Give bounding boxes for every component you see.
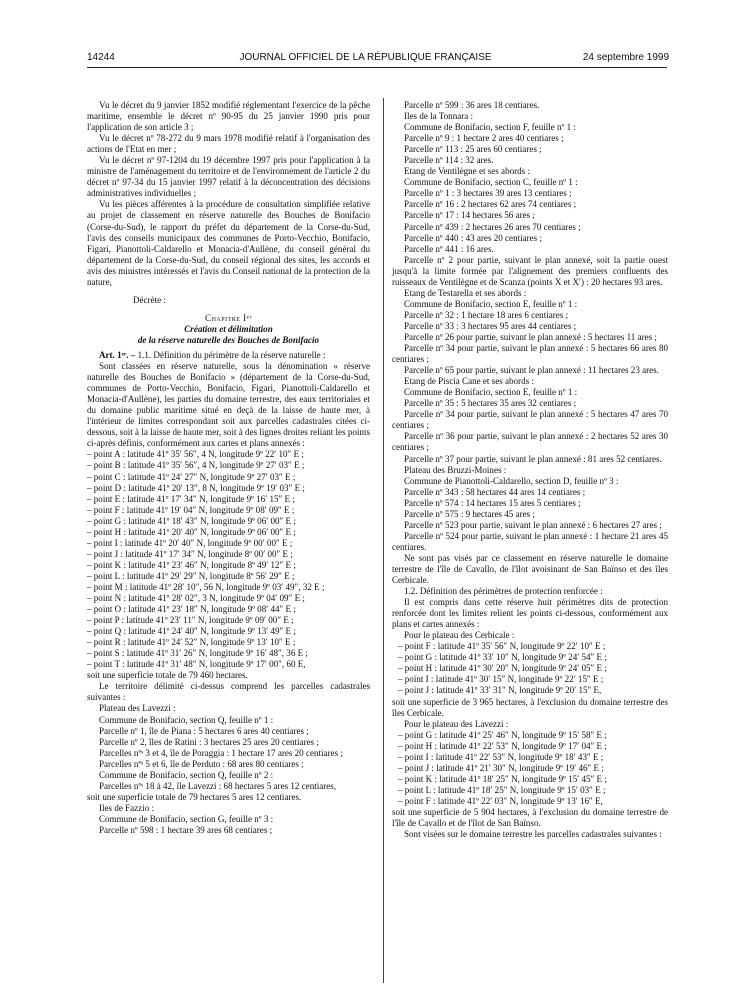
list-item: – point F : latitude 41º 22′ 03″ N, longitude 9º 13′ 16″ E, [398, 795, 603, 806]
list-item: Commune de Bonifacio, section G, feuille nº 3 : [99, 813, 274, 824]
list-item: Parcelle nº 114 : 32 ares. [404, 155, 494, 166]
column-divider [383, 98, 384, 983]
list-item: Parcelle nº 440 : 43 ares 20 centiares ; [404, 232, 542, 243]
list-item: – point H : latitude 41º 22′ 53″ N, longitude 9º 17′ 04″ E ; [398, 740, 607, 751]
list-item: Parcelle nº 343 : 58 hectares 44 ares 14 centiares ; [404, 486, 586, 497]
closing-text: Sont visées sur le domaine terrestre les parcelles cadastrales suivantes : [404, 829, 662, 840]
list-item: – point F : latitude 41º 19′ 04″ N, longitude 9º 08′ 09″ E ; [87, 504, 295, 515]
vu-paragraph: Vu les pièces afférentes à la procédure de consultation simplifiée relative au projet de classement en réserve naturelle des Bouches de Bonifacio (Corse-du-Sud), le rapport du préfet du département de la Corse-du-Sud, l'avis des conseils municipaux des communes de Porto-Vecchio, Bonifacio, Figari, Pianottoli-Caldarello et Monacia-d'Aullène, du conseil général du département de la Corse-du-Sud, du conseil régional des sites, les accords et avis des ministres intéressés et l'avis du Conseil national de la protection de la nature, [87, 199, 370, 287]
list-item: Iles de Fazzio : [99, 802, 155, 813]
list-item: Parcelle nº 598 : 1 hectare 39 ares 68 centiares ; [99, 825, 273, 835]
list-item: Parcelle nº 1, île de Piana : 5 hectares 6 ares 40 centiares ; [99, 725, 309, 736]
list-item: Parcelle nº 32 : 1 hectare 18 ares 6 centiares ; [404, 309, 569, 320]
subheading: Pour le plateau des Cerbicale : [404, 630, 515, 641]
section-heading: 1.2. Définition des périmètres de protection renforcée : [404, 586, 603, 597]
list-item: Parcelle nº 441 : 16 ares. [404, 243, 494, 254]
vu-paragraph: Vu le décret nº 97-1204 du 19 décembre 1997 pris pour l'application à la ministre de l'aménagement du territoire et de l'environnement de l'article 2 du décret nº 97-34 du 15 janvier 1997 relatif à la déconcentration des décisions administratives individuelles ; [87, 155, 370, 199]
list-item: – point M : latitude 41º 28′ 10″, 56 N, longitude 9º 03′ 49″, 32 E ; [87, 581, 325, 592]
list-item: Parcelles nºˢ 3 et 4, île de Poraggia : 1 hectare 17 ares 20 centiares ; [99, 747, 343, 758]
cerbicale-superficie: soit une superficie de 3 965 hectares, à l'exclusion du domaine terrestre des îles Cerbicale. [392, 696, 668, 718]
parcelle-paragraph: Parcelle nº 523 pour partie, suivant le plan annexé : 6 hectares 27 ares ; [404, 519, 662, 530]
article-label: Art. 1ᵉʳ. – [99, 349, 136, 360]
exclusion-paragraph: Ne sont pas visés par ce classement en réserve naturelle le domaine terrestre de l'île de Cavallo, de l'îlot avoisinant de San Baïnso et des îles Cerbicale. [392, 552, 668, 586]
intro-paragraph: Sont classées en réserve naturelle, sous la dénomination « réserve naturelle des Bouches de Bonifacio » (département de la Corse-du-Sud, communes de Porto-Vecchio, Bonifacio, Figari, Pianottoli-Caldarello et Monacia-d'Aullène), les parties du domaine terrestre, des eaux territoriales et du domaine public maritime situé en deçà de la laisse de haute mer, à l'intérieur de limites correspondant soit aux parcelles cadastrales citées ci-dessous, soit à la laisse de haute mer, soit à des lignes droites reliant les points ci-après définis, conformément aux cartes et plans annexés : [87, 361, 370, 449]
decrete-label: Décrète : [133, 294, 166, 305]
list-item: – point J : latitude 41º 17′ 34″ N, longitude 8º 00′ 00″ E ; [87, 548, 293, 559]
list-item: – point R : latitude 41º 24′ 52″ N, longitude 9º 13′ 10″ E ; [87, 637, 296, 648]
parcelle-paragraph: Parcelle nº 524 pour partie, suivant le plan annexé : 1 hectare 21 ares 45 centiares. [392, 530, 668, 552]
list-item: Etang de Piscia Cane et ses abords : [404, 376, 534, 387]
list-item: – point P : latitude 41º 23′ 11″ N, longitude 9º 09′ 00″ E ; [87, 615, 294, 626]
list-item: – point H : latitude 41º 20′ 40″ N, longitude 9º 06′ 00″ E ; [87, 526, 296, 537]
list-item: – point Q : latitude 41º 24′ 40″ N, longitude 9º 13′ 49″ E ; [87, 626, 296, 637]
right-column [392, 100, 668, 840]
list-item: Parcelle nº 2, îles de Ratini : 3 hectares 25 ares 20 centiares ; [99, 736, 319, 747]
list-item: Parcelle nº 574 : 14 hectares 15 ares 5 centiares ; [404, 497, 581, 508]
list-item: – point B : latitude 41º 35′ 56″, 4 N, longitude 9º 27′ 03″ E ; [87, 460, 305, 471]
list-item: – point A : latitude 41º 35′ 56″, 4 N, longitude 9º 22′ 10″ E ; [87, 449, 304, 460]
points-list [87, 449, 370, 670]
list-item: – point D : latitude 41º 20′ 13″, 8 N, longitude 9º 19′ 03″ E ; [87, 482, 305, 493]
list-item: Parcelles nºˢ 18 à 42, île Lavezzi : 68 hectares 5 ares 12 centiares, [99, 780, 337, 791]
cerbicale-points-list [392, 641, 668, 696]
list-item: – point J : latitude 41º 21′ 30″ N, longitude 9º 19′ 46″ E ; [398, 762, 604, 773]
territoire-text: Le territoire délimité ci-dessus comprend les parcelles cadastrales suivantes : [87, 681, 370, 703]
list-item: Parcelle nº 1 : 3 hectares 39 ares 13 centiares ; [404, 188, 572, 199]
list-item: Parcelle nº 9 : 1 hectare 2 ares 40 centiares ; [404, 133, 564, 144]
list-item: Commune de Bonifacio, section Q, feuille nº 1 : [99, 714, 274, 725]
journal-title: JOURNAL OFFICIEL DE LA RÉPUBLIQUE FRANÇAISE [239, 52, 492, 63]
list-item: Commune de Bonifacio, section F, feuille nº 1 : [404, 122, 576, 133]
list-item: – point O : latitude 41º 23′ 18″ N, longitude 9º 08′ 44″ E ; [87, 604, 296, 615]
list-item: – point I : latitude 41º 20′ 40″ N, longitude 9º 00′ 00″ E ; [87, 537, 293, 548]
parcelle-paragraph: Parcelle nº 26 pour partie, suivant le plan annexé : 5 hectares 11 ares ; [404, 331, 657, 342]
parcelle-paragraph: Parcelle nº 2 pour partie, suivant le plan annexé, soit la partie ouest jusqu'à la limite formée par l'alignement des premiers confluents des ruisseaux de Ventilègne et de Scanza (points X et X′) : 20 hectares 93 ares. [392, 254, 668, 287]
article-text: 1.1. Définition du périmètre de la réserve naturelle : [137, 349, 326, 360]
list-item: Etang de Ventilègne et ses abords : [404, 166, 530, 177]
list-item: – point K : latitude 41º 18′ 25″ N, longitude 9º 15′ 45″ E ; [398, 773, 607, 784]
perimeter-intro: Il est compris dans cette réserve huit périmètres dits de protection renforcée dont les limites relient les points ci-dessous, conformément aux plans et cartes annexés : [392, 597, 668, 630]
list-item: – point E : latitude 41º 17′ 34″ N, longitude 9º 16′ 15″ E ; [87, 493, 295, 504]
left-column [87, 100, 370, 836]
article-1 [87, 350, 370, 361]
parcelle-paragraph: Parcelle nº 65 pour partie, suivant le plan annexé : 11 hectares 23 ares. [404, 365, 659, 376]
list-item: – point I : latitude 41º 30′ 15″ N, longitude 9º 22′ 15″ E ; [398, 674, 604, 685]
list-item: – point S : latitude 41º 31′ 26″ N, longitude 9º 16′ 48″, 36 E ; [87, 648, 308, 659]
list-item: Commune de Pianottoli-Caldarello, section D, feuille nº 3 : [404, 475, 619, 486]
list-item: Commune de Bonifacio, section Q, feuille nº 2 : [99, 769, 274, 780]
header-rule [87, 67, 667, 68]
list-item: Etang de Testarella et ses abords : [404, 287, 527, 298]
list-item: – point G : latitude 41º 25′ 46″ N, longitude 9º 15′ 58″ E ; [398, 729, 607, 740]
list-item: – point K : latitude 41º 23′ 46″ N, longitude 8º 49′ 12″ E ; [87, 559, 296, 570]
list-item: Iles de la Tonnara : [404, 111, 474, 122]
parcelle-paragraph: Parcelle nº 34 pour partie, suivant le plan annexé : 5 hectares 66 ares 80 centiares ; [392, 343, 668, 365]
list-item: – point G : latitude 41º 18′ 43″ N, longitude 9º 06′ 00″ E ; [87, 515, 296, 526]
lavezzi-total: soit une superficie totale de 79 hectares 5 ares 12 centiares. [87, 791, 302, 802]
list-item: Commune de Bonifacio, section E, feuille nº 1 : [404, 387, 578, 398]
list-item: Commune de Bonifacio, section C, feuille nº 1 : [404, 177, 578, 188]
list-item: Plateau des Lavezzi : [99, 703, 176, 714]
list-item: – point L : latitude 41º 18′ 25″ N, longitude 9º 15′ 03″ E ; [398, 784, 606, 795]
list-item: – point N : latitude 41º 28′ 02″, 3 N, longitude 9º 04′ 09″ E ; [87, 593, 305, 604]
list-item: – point G : latitude 41º 33′ 10″ N, longitude 9º 24′ 54″ E ; [398, 652, 607, 663]
list-item: Parcelle nº 16 : 2 hectares 62 ares 74 centiares ; [404, 199, 577, 210]
page-header [0, 52, 731, 66]
subheading: Pour le plateau des Lavezzi : [404, 718, 509, 729]
parcelle-paragraph: Parcelle nº 37 pour partie, suivant le plan annexé : 81 ares 52 centiares. [404, 453, 662, 464]
list-item: – point L : latitude 41º 29′ 29″ N, longitude 8º 56′ 29″ E ; [87, 570, 295, 581]
list-item: Plateau des Bruzzi-Moines : [404, 464, 507, 475]
list-item: Parcelle nº 113 : 25 ares 60 centiares ; [404, 144, 542, 155]
superficie-text: soit une superficie totale de 79 460 hectares. [87, 670, 248, 681]
page-number: 14244 [87, 52, 115, 63]
list-item: Parcelle nº 33 : 3 hectares 95 ares 44 centiares ; [404, 320, 577, 331]
list-item: – point I : latitude 41º 22′ 53″ N, longitude 9º 18′ 43″ E ; [398, 751, 604, 762]
list-item: Parcelle nº 439 : 2 hectares 26 ares 70 centiares ; [404, 221, 581, 232]
vu-paragraph: Vu le décret nº 78-272 du 9 mars 1978 modifié relatif à l'organisation des actions de l'Etat en mer ; [87, 133, 370, 155]
issue-date: 24 septembre 1999 [582, 52, 669, 63]
lavezzi-points-list [392, 730, 668, 807]
list-item: Parcelle nº 599 : 36 ares 18 centiares. [404, 100, 540, 110]
chapter-title: de la réserve naturelle des Bouches de Bonifacio [137, 334, 320, 345]
list-item: Commune de Bonifacio, section E, feuille nº 1 : [404, 298, 578, 309]
parcelle-paragraph: Parcelle nº 34 pour partie, suivant le plan annexé : 5 hectares 47 ares 70 centiares ; [392, 409, 668, 431]
list-item: Parcelle nº 17 : 14 hectares 56 ares ; [404, 210, 535, 221]
list-item: – point J : latitude 41º 33′ 31″ N, longitude 9º 20′ 15″ E, [398, 685, 602, 696]
list-item: – point C : latitude 41º 24′ 27″ N, longitude 9º 27′ 03″ E ; [87, 471, 296, 482]
list-item: Parcelles nºˢ 5 et 6, île de Perduto : 68 ares 80 centiares ; [99, 758, 304, 769]
chapter-title: Création et délimitation [184, 323, 273, 334]
list-item: Parcelle nº 575 : 9 hectares 45 ares ; [404, 508, 535, 519]
vu-paragraph: Vu le décret du 9 janvier 1852 modifié réglementant l'exercice de la pêche maritime, ensemble le décret nº 90-95 du 25 janvier 1990 pris pour l'application de son article 3 ; [87, 100, 370, 133]
list-item: – point F : latitude 41º 35′ 56″ N, longitude 9º 22′ 10″ E ; [398, 641, 606, 652]
chapter-heading: Chapitre Iᵉʳ [205, 312, 252, 323]
list-item: – point H : latitude 41º 30′ 20″ N, longitude 9º 24′ 05″ E ; [398, 663, 607, 674]
list-item: Parcelle nº 35 : 5 hectares 35 ares 32 centiares ; [404, 398, 577, 409]
parcelle-paragraph: Parcelle nº 36 pour partie, suivant le plan annexé : 2 hectares 52 ares 30 centiares ; [392, 431, 668, 453]
lavezzi-superficie: soit une superficie de 5 904 hectares, à l'exclusion du domaine terrestre de l'île de Cavallo et de l'îlot de San Baïnso. [392, 807, 668, 829]
list-item: – point T : latitude 41º 31′ 48″ N, longitude 9º 17′ 00″, 60 E, [87, 659, 306, 670]
